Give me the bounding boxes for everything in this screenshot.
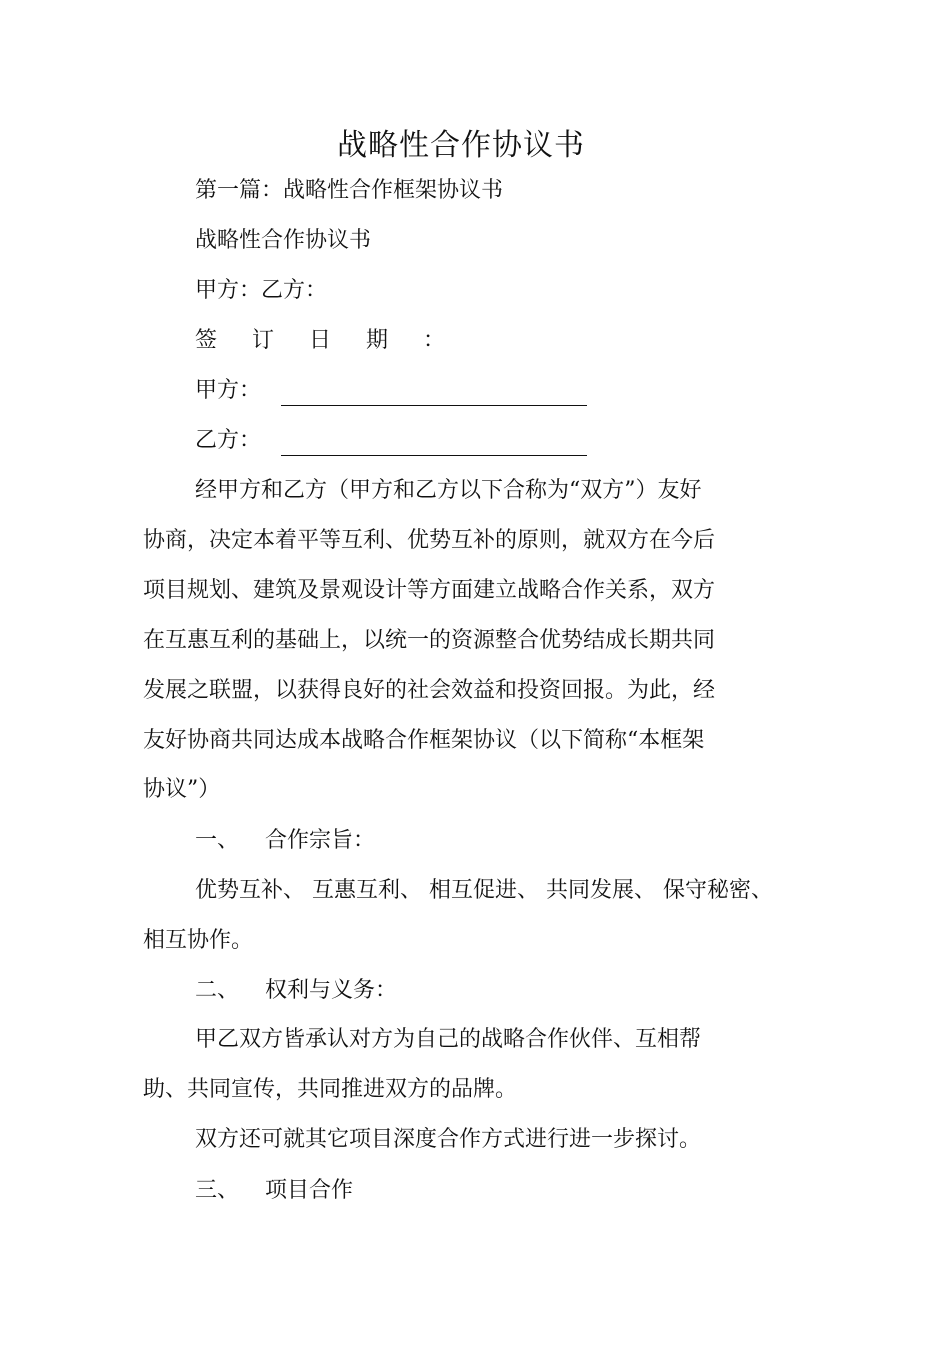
parties-line: 甲方：乙方： xyxy=(195,278,328,303)
paragraph-line: 协议”） xyxy=(143,777,221,802)
section-heading-3 xyxy=(195,1176,353,1206)
section-title: 项目合作 xyxy=(265,1178,354,1203)
paragraph-line: 甲乙双方皆承认对方为自己的战略合作伙伴、互相帮 xyxy=(195,1027,702,1052)
party-a-label: 甲方： xyxy=(195,378,262,403)
subtitle: 战略性合作协议书 xyxy=(195,228,372,253)
paragraph-line: 双方还可就其它项目深度合作方式进行进一步探讨。 xyxy=(195,1127,702,1152)
paragraph-line: 在互惠互利的基础上，以统一的资源整合优势结成长期共同 xyxy=(143,628,716,653)
paragraph-line: 项目规划、建筑及景观设计等方面建立战略合作关系，双方 xyxy=(143,578,716,603)
paragraph-line: 相互协作。 xyxy=(143,928,254,953)
party-b-signature-line xyxy=(281,433,587,456)
section-number: 一、 xyxy=(195,828,240,853)
section-heading-2 xyxy=(195,976,397,1006)
party-b-signature-row xyxy=(195,426,587,456)
section-number: 二、 xyxy=(195,978,240,1003)
section-heading-1 xyxy=(195,826,375,856)
paragraph-line: 发展之联盟，以获得良好的社会效益和投资回报。为此，经 xyxy=(143,678,716,703)
sign-date-line: 签 订 日 期 ： xyxy=(195,328,459,353)
section-title: 权利与义务： xyxy=(265,978,398,1003)
party-a-signature-line xyxy=(281,383,587,406)
paragraph-line: 协商，决定本着平等互利、优势互补的原则，就双方在今后 xyxy=(143,528,716,553)
party-b-label: 乙方： xyxy=(195,428,262,453)
section-title: 合作宗旨： xyxy=(265,828,376,853)
document-title: 战略性合作协议书 xyxy=(337,128,585,163)
paragraph-line: 经甲方和乙方（甲方和乙方以下合称为“双方”）友好 xyxy=(195,478,702,503)
section-number: 三、 xyxy=(195,1178,240,1203)
paragraph-line: 助、共同宣传，共同推进双方的品牌。 xyxy=(143,1077,518,1102)
paragraph-line: 友好协商共同达成本战略合作框架协议（以下简称“本框架 xyxy=(143,728,705,753)
party-a-signature-row xyxy=(195,376,587,406)
paragraph-line: 优势互补、 互惠互利、 相互促进、 共同发展、 保守秘密、 xyxy=(195,878,773,903)
chapter-heading: 第一篇：战略性合作框架协议书 xyxy=(195,178,504,203)
